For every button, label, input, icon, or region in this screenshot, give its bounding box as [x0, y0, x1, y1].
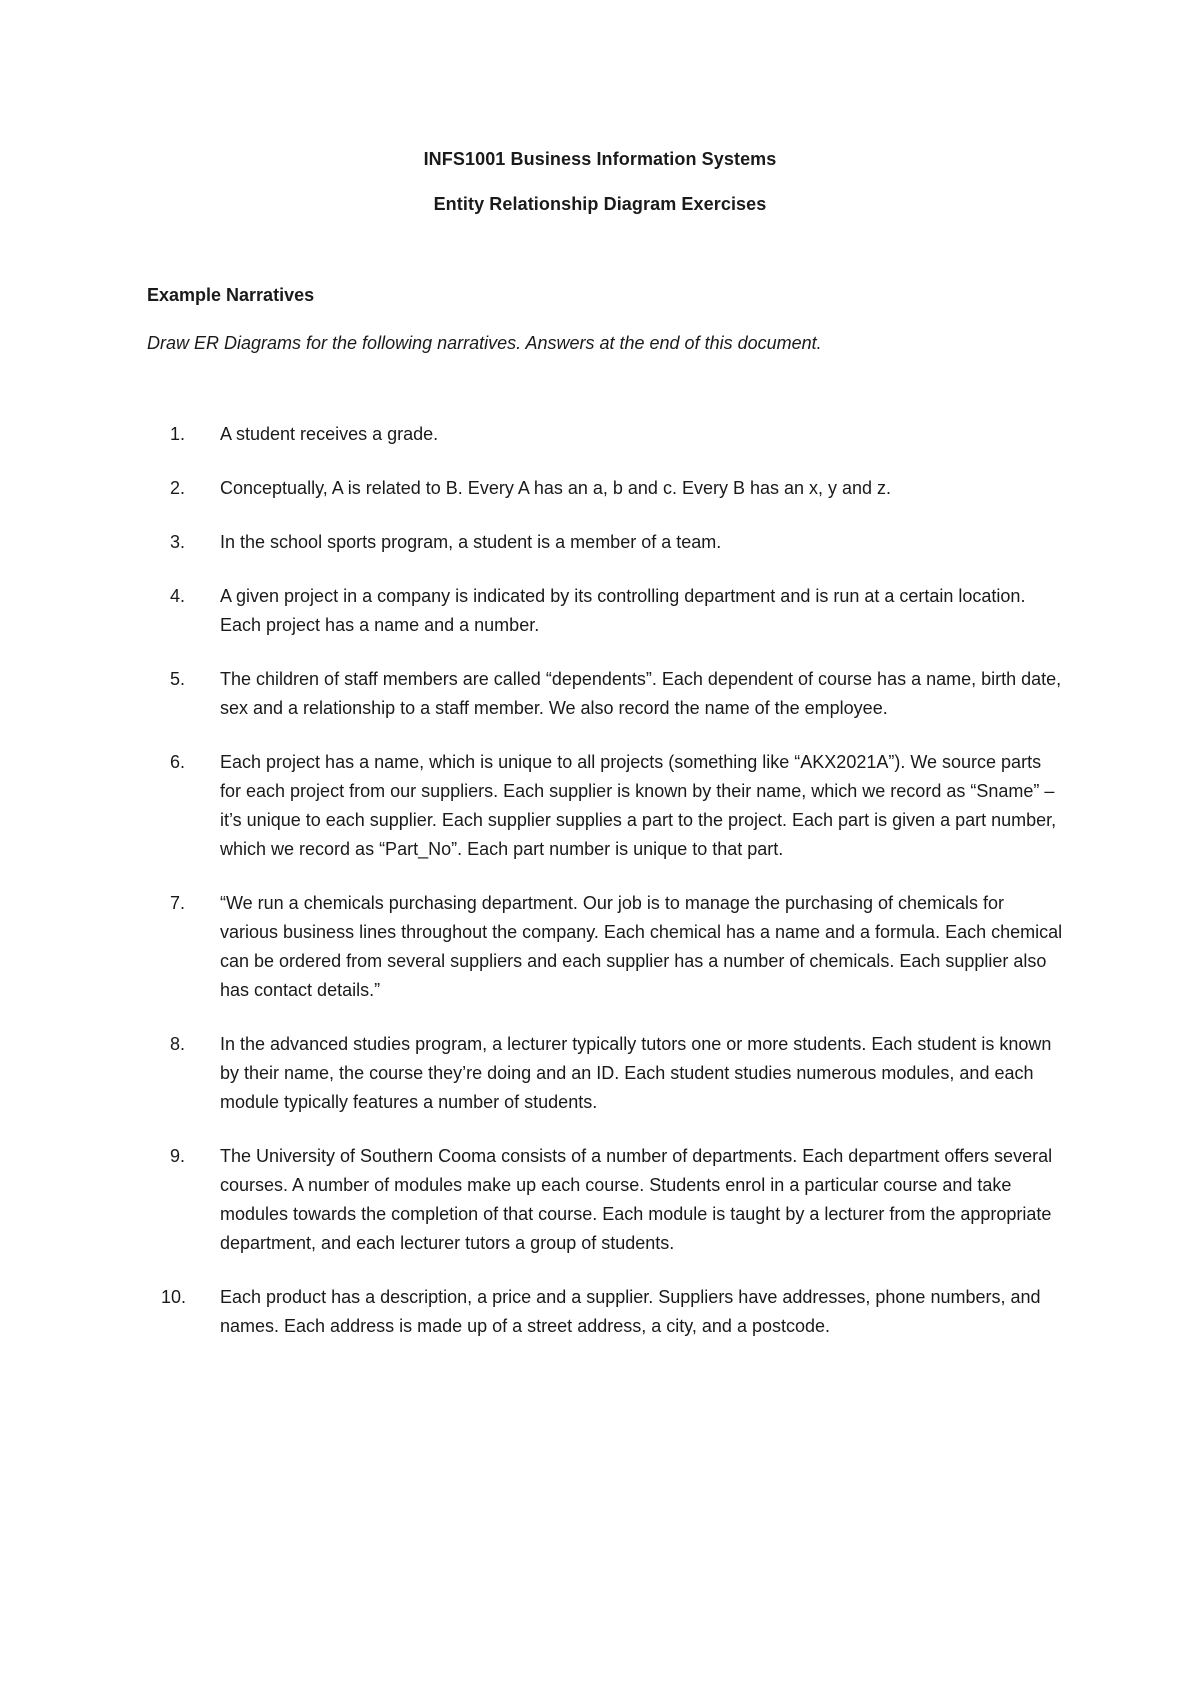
item-number: 10. [161, 1287, 187, 1307]
narrative-item [147, 528, 1067, 557]
item-text: Conceptually, A is related to B. Every A has an a, b and c. Every B has an x, y and z. [220, 478, 892, 498]
narrative-item [147, 1030, 1067, 1117]
item-number: 2. [170, 478, 186, 498]
item-text: The children of staff members are called “dependents”. Each dependent of course has a name, birth date, sex and a relationship to a staff member. We also record the name of the employee. [220, 669, 1062, 718]
document-title: INFS1001 Business Information Systems [423, 149, 777, 169]
item-text: Each project has a name, which is unique to all projects (something like “AKX2021A”). We source parts for each project from our suppliers. Each supplier is known by their name, which we record as “Sname” – it’s unique to each supplier. Each supplier supplies a part to the project. Each part is given a part number, which we record as “Part_No”. Each part number is unique to that part. [220, 752, 1057, 859]
narrative-item [147, 889, 1067, 1005]
item-number: 7. [170, 893, 186, 913]
item-number: 9. [170, 1146, 186, 1166]
narrative-item [147, 1283, 1067, 1341]
item-number: 1. [170, 424, 186, 444]
narrative-item [147, 665, 1067, 723]
narrative-item [147, 474, 1067, 503]
narrative-item [147, 748, 1067, 864]
item-number: 5. [170, 669, 186, 689]
item-text: Each product has a description, a price and a supplier. Suppliers have addresses, phone numbers, and names. Each address is made up of a street address, a city, and a postcode. [220, 1287, 1041, 1336]
section-heading: Example Narratives [147, 285, 315, 305]
item-text: “We run a chemicals purchasing department. Our job is to manage the purchasing of chemicals for various business lines throughout the company. Each chemical has a name and a formula. Each chemical can be ordered from several suppliers and each supplier has a number of chemicals. Each supplier also has contact details.” [220, 893, 1063, 1000]
item-number: 3. [170, 532, 186, 552]
item-text: In the school sports program, a student is a member of a team. [220, 532, 722, 552]
item-text: A student receives a grade. [220, 424, 439, 444]
narrative-item [147, 420, 1067, 449]
instructions-text: Draw ER Diagrams for the following narratives. Answers at the end of this document. [147, 333, 822, 353]
item-number: 6. [170, 752, 186, 772]
narrative-list [147, 420, 1067, 1366]
item-number: 8. [170, 1034, 186, 1054]
narrative-item [147, 1142, 1067, 1258]
item-text: In the advanced studies program, a lecturer typically tutors one or more students. Each student is known by their name, the course they’re doing and an ID. Each student studies numerous modules, and each module typically features a number of students. [220, 1034, 1052, 1112]
item-text: The University of Southern Cooma consists of a number of departments. Each department offers several courses. A number of modules make up each course. Students enrol in a particular course and take modules towards the completion of that course. Each module is taught by a lecturer from the appropriate department, and each lecturer tutors a group of students. [220, 1146, 1053, 1253]
item-text: A given project in a company is indicated by its controlling department and is run at a certain location. Each project has a name and a number. [220, 586, 1026, 635]
item-number: 4. [170, 586, 186, 606]
narrative-item [147, 582, 1067, 640]
document-subtitle: Entity Relationship Diagram Exercises [433, 194, 767, 214]
